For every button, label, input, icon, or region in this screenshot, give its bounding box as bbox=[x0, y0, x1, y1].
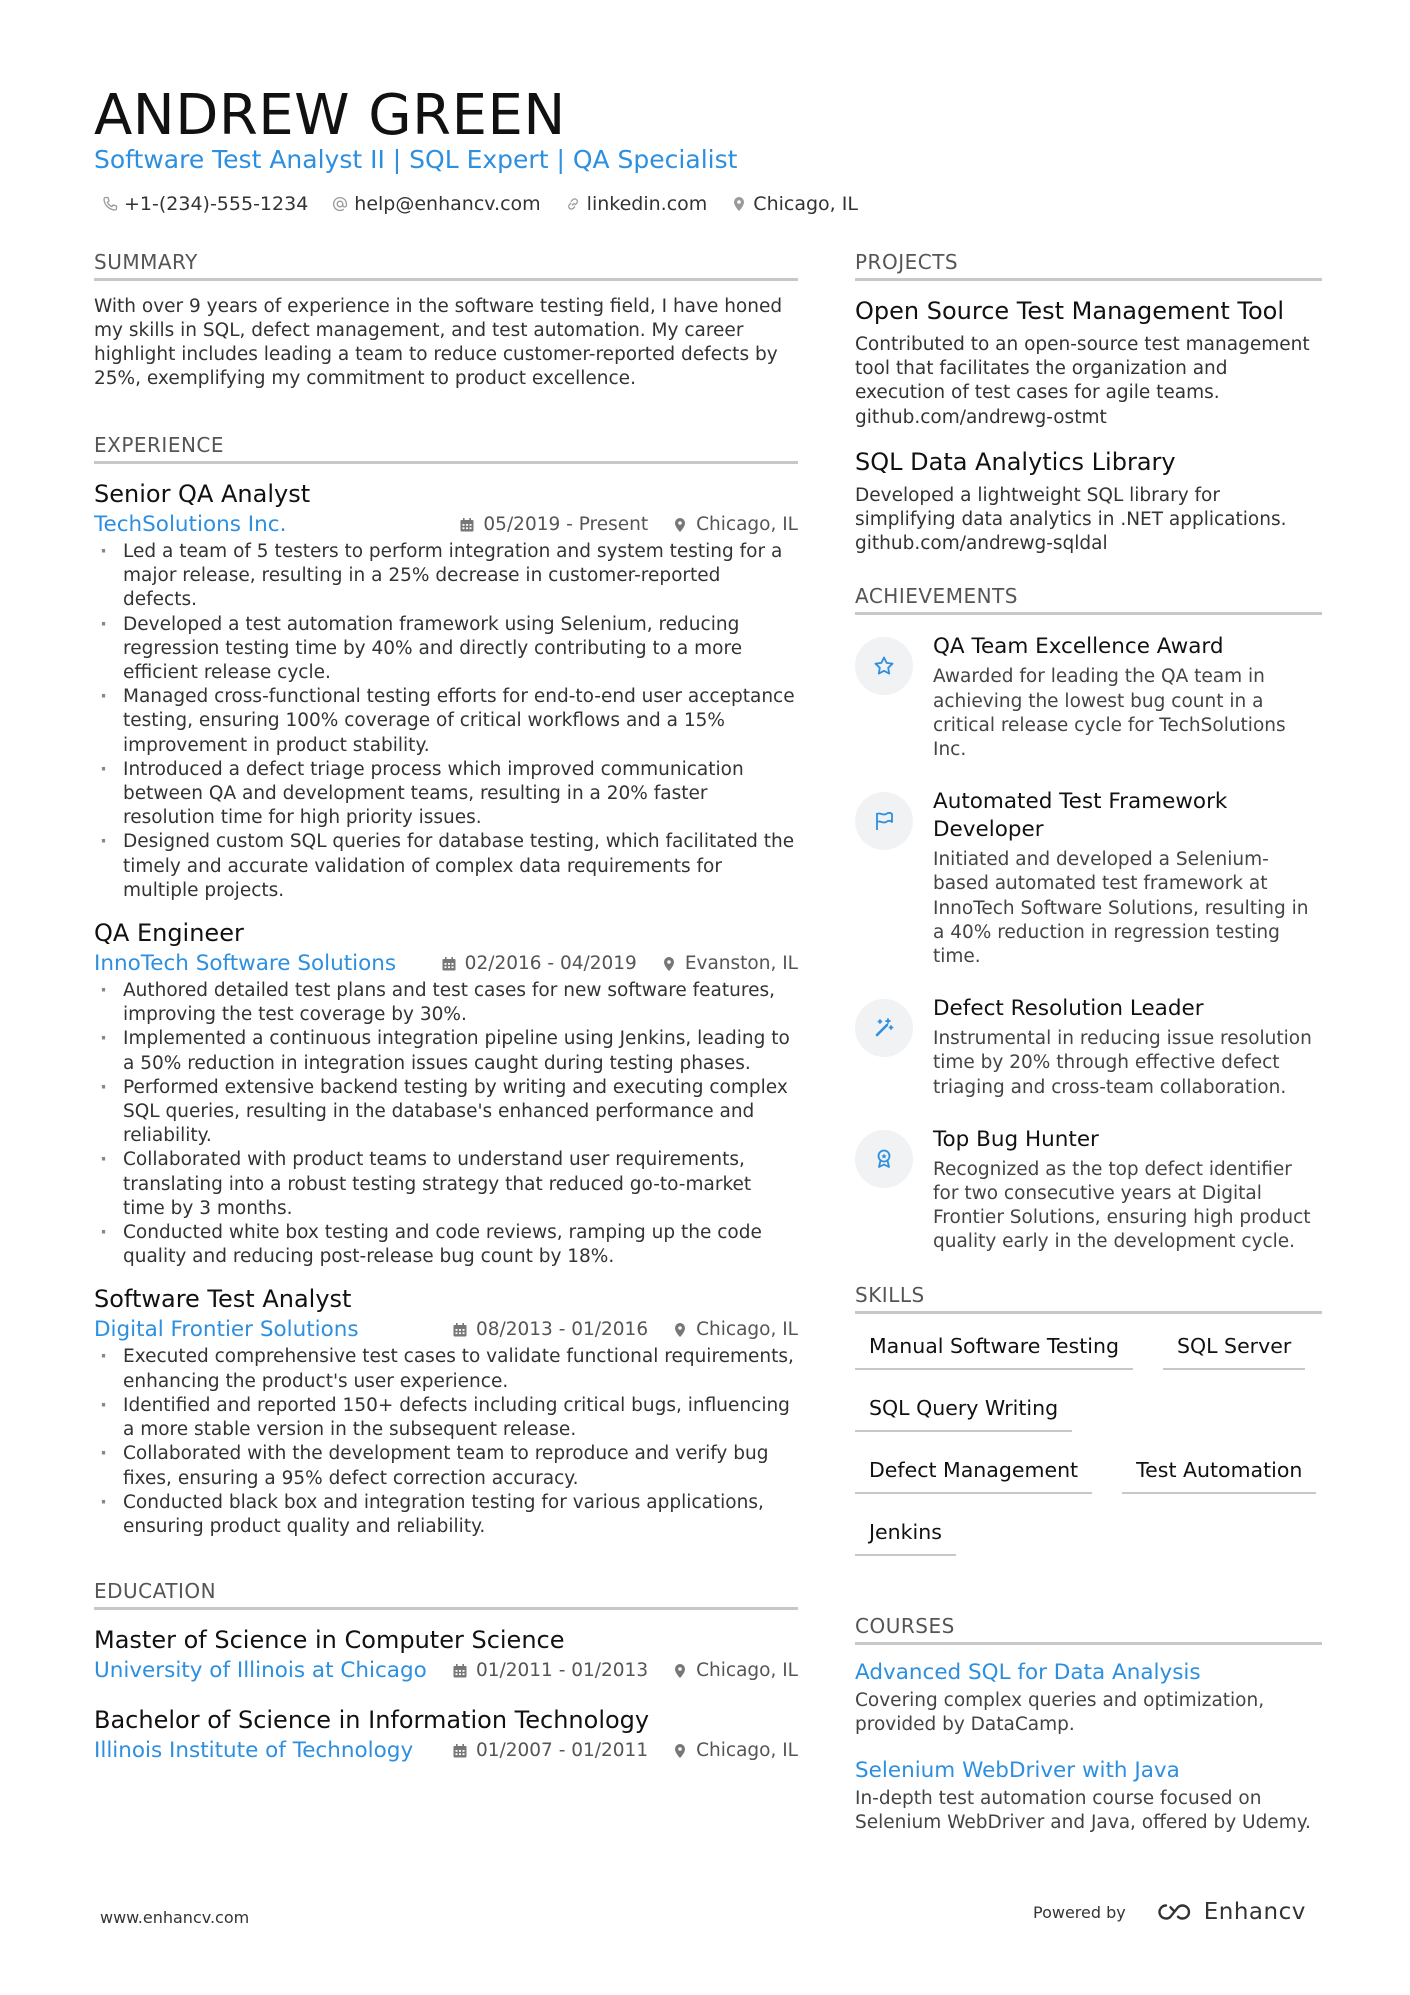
location-pin-icon bbox=[672, 1743, 688, 1759]
left-column bbox=[94, 248, 798, 1784]
skills-section bbox=[855, 1281, 1322, 1556]
powered-by-label: Powered by bbox=[1033, 1902, 1126, 1922]
skill-tag: Manual Software Testing bbox=[855, 1332, 1133, 1370]
achievements-section bbox=[855, 582, 1322, 1254]
project-link[interactable]: github.com/andrewg-sqldal bbox=[855, 533, 1108, 555]
achievement-entry bbox=[855, 788, 1322, 969]
job-location-text: Chicago, IL bbox=[696, 514, 798, 535]
bullet-item: · Executed comprehensive test cases to validate functional requirements, enhancing the product's user experience. bbox=[94, 1345, 798, 1393]
skill-tag: Defect Management bbox=[855, 1456, 1092, 1494]
brand-name: Enhancv bbox=[1203, 1899, 1306, 1925]
project-title: Open Source Test Management Tool bbox=[855, 297, 1285, 325]
achievement-description: Recognized as the top defect identifier for two consecutive years at Digital Frontier Solutions, ensuring high product quality early in the development cycle. bbox=[933, 1158, 1311, 1253]
course-entry bbox=[855, 1659, 1322, 1737]
bullet-item: · Collaborated with product teams to understand user requirements, translating into a robust testing strategy that reduced go-to-market time by 3 months. bbox=[94, 1148, 798, 1221]
course-title[interactable]: Advanced SQL for Data Analysis bbox=[855, 1659, 1201, 1685]
company-name: TechSolutions Inc. bbox=[94, 512, 287, 537]
job-bullets bbox=[94, 1345, 798, 1539]
footer-website[interactable]: www.enhancv.com bbox=[100, 1908, 250, 1927]
education-dates bbox=[452, 1656, 648, 1686]
bullet-item: · Conducted black box and integration testing for various applications, ensuring product quality and reliability. bbox=[94, 1491, 798, 1539]
skill-tag: Jenkins bbox=[855, 1518, 956, 1556]
candidate-headline: Software Test Analyst II | SQL Expert | QA Specialist bbox=[94, 145, 738, 174]
education-section bbox=[94, 1577, 798, 1766]
job-meta bbox=[94, 1315, 798, 1345]
achievement-entry bbox=[855, 995, 1322, 1100]
location-pin-icon bbox=[672, 1322, 688, 1338]
project-description: Developed a lightweight SQL library for simplifying data analytics in .NET applications. bbox=[855, 484, 1287, 531]
skills-list bbox=[855, 1332, 1325, 1556]
job-location-text: Chicago, IL bbox=[696, 1319, 798, 1341]
project-link[interactable]: github.com/andrewg-ostmt bbox=[855, 406, 1107, 428]
skill-tag: Test Automation bbox=[1122, 1456, 1316, 1494]
candidate-name: ANDREW GREEN bbox=[94, 83, 566, 148]
company-name: InnoTech Software Solutions bbox=[94, 951, 397, 977]
contact-phone[interactable] bbox=[102, 190, 308, 218]
location-pin-icon bbox=[672, 517, 688, 533]
education-dates bbox=[452, 1736, 648, 1766]
education-entry bbox=[94, 1624, 798, 1686]
course-entry bbox=[855, 1757, 1322, 1835]
achievement-title: QA Team Excellence Award bbox=[933, 634, 1224, 660]
education-location-text: Chicago, IL bbox=[696, 1740, 798, 1762]
education-location bbox=[672, 1656, 798, 1686]
bullet-item: · Managed cross-functional testing efforts for end-to-end user acceptance testing, ensuring 100% coverage of critical workflows and a 15% improvement in product stability. bbox=[94, 685, 798, 758]
star-icon bbox=[855, 637, 913, 695]
achievement-description: Instrumental in reducing issue resolution time by 20% through effective defect triaging and cross-team collaboration. bbox=[933, 1028, 1312, 1098]
location-pin-icon bbox=[731, 196, 747, 212]
brand-logo[interactable] bbox=[1152, 1899, 1306, 1925]
school-name: University of Illinois at Chicago bbox=[94, 1658, 427, 1684]
project-entry bbox=[855, 295, 1322, 430]
phone-text: +1-(234)-555-1234 bbox=[124, 193, 309, 215]
courses-heading: COURSES bbox=[855, 1612, 1322, 1645]
achievement-title: Top Bug Hunter bbox=[933, 1126, 1099, 1152]
summary-text: With over 9 years of experience in the software testing field, I have honed my skills in SQL, defect management, and test automation. My career highlight includes leading a team to reduce customer-reported defects by 25%, exemplifying my commitment to product excellence. bbox=[94, 296, 783, 389]
phone-icon bbox=[102, 196, 118, 212]
award-icon bbox=[855, 1130, 913, 1188]
job-location bbox=[672, 1315, 798, 1345]
job-meta bbox=[94, 510, 798, 540]
bullet-item: · Authored detailed test plans and test cases for new software features, improving the test coverage by 30%. bbox=[94, 979, 798, 1027]
bullet-item: · Led a team of 5 testers to perform integration and system testing for a major release, resulting in a 25% decrease in customer-reported defects. bbox=[94, 540, 798, 613]
job-title: QA Engineer bbox=[94, 919, 244, 948]
project-entry bbox=[855, 446, 1322, 557]
calendar-icon bbox=[452, 1743, 468, 1759]
project-title: SQL Data Analytics Library bbox=[855, 447, 1176, 476]
bullet-item: · Designed custom SQL queries for database testing, which facilitated the timely and accurate validation of complex data requirements for multiple projects. bbox=[94, 830, 798, 903]
skill-tag: SQL Query Writing bbox=[855, 1394, 1072, 1432]
job-title: Software Test Analyst bbox=[94, 1285, 352, 1314]
calendar-icon bbox=[452, 1322, 468, 1338]
email-text: help@enhancv.com bbox=[354, 193, 541, 215]
footer-branding bbox=[1033, 1899, 1306, 1925]
achievement-entry bbox=[855, 633, 1322, 762]
course-description: Covering complex queries and optimization, provided by DataCamp. bbox=[855, 1689, 1265, 1735]
bullet-item: · Collaborated with the development team to reproduce and verify bug fixes, ensuring a 95% defect correction accuracy. bbox=[94, 1442, 798, 1490]
education-location-text: Chicago, IL bbox=[696, 1660, 798, 1682]
company-name: Digital Frontier Solutions bbox=[94, 1317, 359, 1343]
location-text: Chicago, IL bbox=[753, 193, 858, 215]
bullet-item: · Implemented a continuous integration pipeline using Jenkins, leading to a 50% reduction in integration issues caught during testing phases. bbox=[94, 1027, 798, 1075]
courses-section bbox=[855, 1612, 1322, 1836]
calendar-icon bbox=[452, 1663, 468, 1679]
contact-row bbox=[102, 190, 858, 218]
location-pin-icon bbox=[661, 956, 677, 972]
contact-email[interactable] bbox=[332, 190, 540, 218]
calendar-icon bbox=[441, 956, 457, 972]
achievement-title: Defect Resolution Leader bbox=[933, 996, 1204, 1022]
bullet-item: · Performed extensive backend testing by writing and executing complex SQL queries, resulting in the database's enhanced performance and reliability. bbox=[94, 1076, 798, 1149]
job-bullets bbox=[94, 540, 798, 903]
magic-wand-icon bbox=[855, 999, 913, 1057]
experience-section bbox=[94, 431, 798, 1539]
education-meta bbox=[94, 1736, 798, 1766]
right-column bbox=[855, 248, 1322, 1855]
link-icon bbox=[565, 196, 581, 212]
enhancv-logo-icon bbox=[1152, 1901, 1196, 1923]
school-name: Illinois Institute of Technology bbox=[94, 1738, 414, 1764]
skill-tag: SQL Server bbox=[1163, 1332, 1305, 1370]
contact-linkedin[interactable] bbox=[565, 190, 708, 218]
degree-title: Bachelor of Science in Information Technology bbox=[94, 1706, 650, 1735]
job-dates bbox=[459, 510, 648, 540]
contact-location bbox=[731, 190, 858, 218]
summary-heading: SUMMARY bbox=[94, 248, 798, 281]
education-location bbox=[672, 1736, 798, 1766]
flag-icon bbox=[855, 792, 913, 850]
project-description: Contributed to an open-source test management tool that facilitates the organization and execution of test cases for agile teams. bbox=[855, 334, 1310, 404]
education-dates-text: 01/2011 - 01/2013 bbox=[475, 1660, 649, 1682]
education-meta bbox=[94, 1656, 798, 1686]
job-dates-text: 08/2013 - 01/2016 bbox=[475, 1319, 649, 1341]
job-location-text: Evanston, IL bbox=[684, 953, 798, 975]
job-entry bbox=[94, 917, 798, 1269]
job-location bbox=[672, 510, 798, 540]
job-entry bbox=[94, 1283, 798, 1539]
projects-section bbox=[855, 248, 1322, 556]
job-dates bbox=[441, 949, 637, 979]
job-dates bbox=[452, 1315, 648, 1345]
course-title[interactable]: Selenium WebDriver with Java bbox=[855, 1758, 1180, 1784]
achievement-description: Awarded for leading the QA team in achieving the lowest bug count in a critical release cycle for TechSolutions Inc. bbox=[933, 666, 1286, 761]
education-dates-text: 01/2007 - 01/2011 bbox=[475, 1740, 649, 1762]
calendar-icon bbox=[459, 517, 475, 533]
job-entry bbox=[94, 478, 798, 903]
course-description: In-depth test automation course focused on Selenium WebDriver and Java, offered by Udemy. bbox=[855, 1788, 1311, 1834]
job-location bbox=[661, 949, 798, 979]
location-pin-icon bbox=[672, 1663, 688, 1679]
skills-heading: SKILLS bbox=[855, 1281, 1322, 1314]
job-dates-text: 05/2019 - Present bbox=[483, 514, 649, 535]
at-icon bbox=[332, 196, 348, 212]
bullet-item: · Introduced a defect triage process which improved communication between QA and development teams, resulting in a 20% faster resolution time for high priority issues. bbox=[94, 758, 798, 831]
summary-section bbox=[94, 248, 798, 391]
achievements-heading: ACHIEVEMENTS bbox=[855, 582, 1322, 615]
achievement-entry bbox=[855, 1126, 1322, 1255]
degree-title: Master of Science in Computer Science bbox=[94, 1626, 565, 1655]
education-heading: EDUCATION bbox=[94, 1577, 798, 1610]
projects-heading: PROJECTS bbox=[855, 248, 1322, 281]
job-dates-text: 02/2016 - 04/2019 bbox=[464, 953, 637, 975]
bullet-item: · Identified and reported 150+ defects including critical bugs, influencing a more stable version in the subsequent release. bbox=[94, 1394, 798, 1442]
achievement-description: Initiated and developed a Selenium-based automated test framework at InnoTech Software Solutions, resulting in a 40% reduction in regression testing time. bbox=[933, 849, 1309, 968]
job-title: Senior QA Analyst bbox=[94, 480, 311, 508]
job-bullets bbox=[94, 979, 798, 1269]
education-entry bbox=[94, 1704, 798, 1766]
job-meta bbox=[94, 949, 798, 979]
bullet-item: · Conducted white box testing and code reviews, ramping up the code quality and reducing post-release bug count by 18%. bbox=[94, 1221, 798, 1269]
achievement-title: Automated Test Framework Developer bbox=[933, 789, 1228, 843]
linkedin-text: linkedin.com bbox=[586, 193, 708, 215]
bullet-item: · Developed a test automation framework using Selenium, reducing regression testing time by 40% and directly contributing to a more efficient release cycle. bbox=[94, 613, 798, 686]
experience-heading: EXPERIENCE bbox=[94, 431, 798, 464]
